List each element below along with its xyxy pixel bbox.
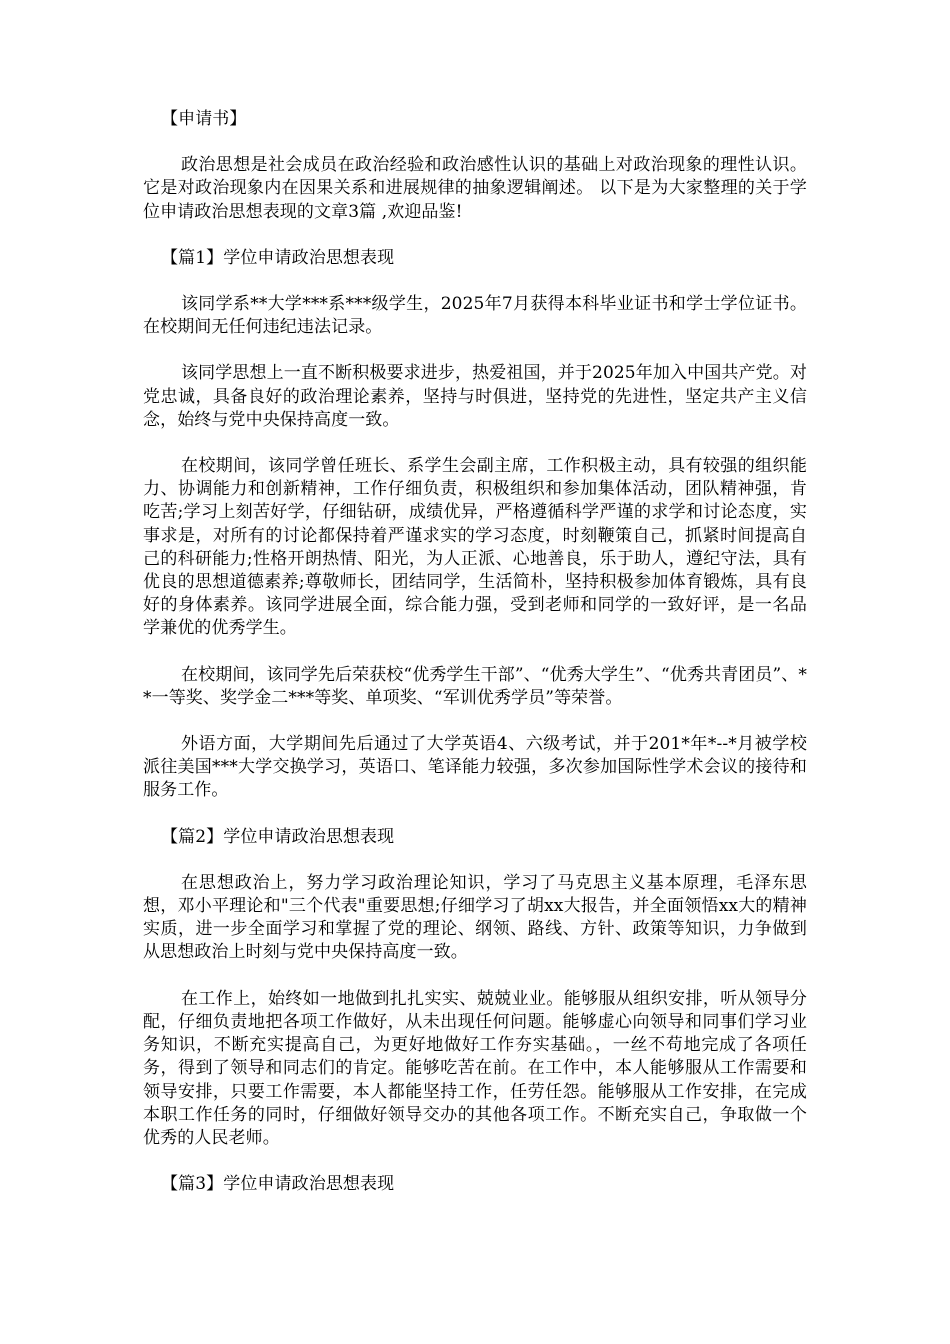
document-title: 【申请书】 (161, 109, 247, 129)
section-2-paragraph-2: 在工作上，始终如一地做到扎扎实实、兢兢业业。能够服从组织安排，听从领导分配，仔细负责地把各项工作做好，从未出现任何问题。能够虚心向领导和同事们学习业务知识，不断充实提高自己，为更好地做好工作夯实基础。，一丝不苟地完成了各项任务，得到了领导和同志们的肯定。能够吃苦在前。在工作中，本人能够服从工作需要和领导安排，只要工作需要，本人都能坚持工作，任劳任怨。能够服从工作安排，在完成本职工作任务的同时，仔细做好领导交办的其他各项工作。不断充实自己，争取做一个优秀的人民老师。 (143, 988, 807, 1148)
section-1-paragraph-1: 该同学系**大学***系***级学生，2025年7月获得本科毕业证书和学士学位证书。在校期间无任何违纪违法记录。 (143, 294, 807, 338)
section-2-paragraph-1: 在思想政治上，努力学习政治理论知识，学习了马克思主义基本原理，毛泽东思想，邓小平理论和"三个代表"重要思想;仔细学习了胡xx大报告，并全面领悟xx大的精神实质，进一步全面学习和掌握了党的理论、纲领、路线、方针、政策等知识，力争做到从思想政治上时刻与党中央保持高度一致。 (143, 872, 807, 963)
section-1-paragraph-3: 在校期间，该同学曾任班长、系学生会副主席，工作积极主动，具有较强的组织能力、协调能力和创新精神，工作仔细负责，积极组织和参加集体活动，团队精神强，肯吃苦;学习上刻苦好学，仔细钻研，成绩优异，严格遵循科学严谨的求学和讨论态度，实事求是，对所有的讨论都保持着严谨求实的学习态度，时刻鞭策自己，抓紧时间提高自己的科研能力;性格开朗热情、阳光，为人正派、心地善良，乐于助人，遵纪守法，具有优良的思想道德素养;尊敬师长，团结同学，生活简朴，坚持积极参加体育锻炼，具有良好的身体素养。该同学进展全面，综合能力强，受到老师和同学的一致好评，是一名品学兼优的优秀学生。 (143, 456, 807, 639)
section-1-paragraph-5: 外语方面，大学期间先后通过了大学英语4、六级考试，并于201*年*--*月被学校派往美国***大学交换学习，英语口、笔译能力较强，多次参加国际性学术会议的接待和服务工作。 (143, 734, 807, 801)
document-body (143, 108, 807, 1219)
section-1-paragraph-4: 在校期间，该同学先后荣获校“优秀学生干部”、“优秀大学生”、“优秀共青团员”、**一等奖、奖学金二***等奖、单项奖、“军训优秀学员”等荣誉。 (143, 664, 807, 708)
section-3-heading: 【篇3】学位申请政治思想表现 (161, 1174, 395, 1195)
section-1-heading: 【篇1】学位申请政治思想表现 (161, 247, 395, 268)
intro-paragraph: 政治思想是社会成员在政治经验和政治感性认识的基础上对政治现象的理性认识。它是对政治现象内在因果关系和进展规律的抽象逻辑阐述。 以下是为大家整理的关于学位申请政治思想表现的文章3篇 ,欢迎品鉴! (143, 155, 807, 222)
section-1-paragraph-2: 该同学思想上一直不断积极要求进步，热爱祖国，并于2025年加入中国共产党。对党忠诚，具备良好的政治理论素养，坚持与时俱进，坚持党的先进性，坚定共产主义信念，始终与党中央保持高度一致。 (143, 363, 807, 430)
section-2-heading: 【篇2】学位申请政治思想表现 (161, 826, 395, 847)
